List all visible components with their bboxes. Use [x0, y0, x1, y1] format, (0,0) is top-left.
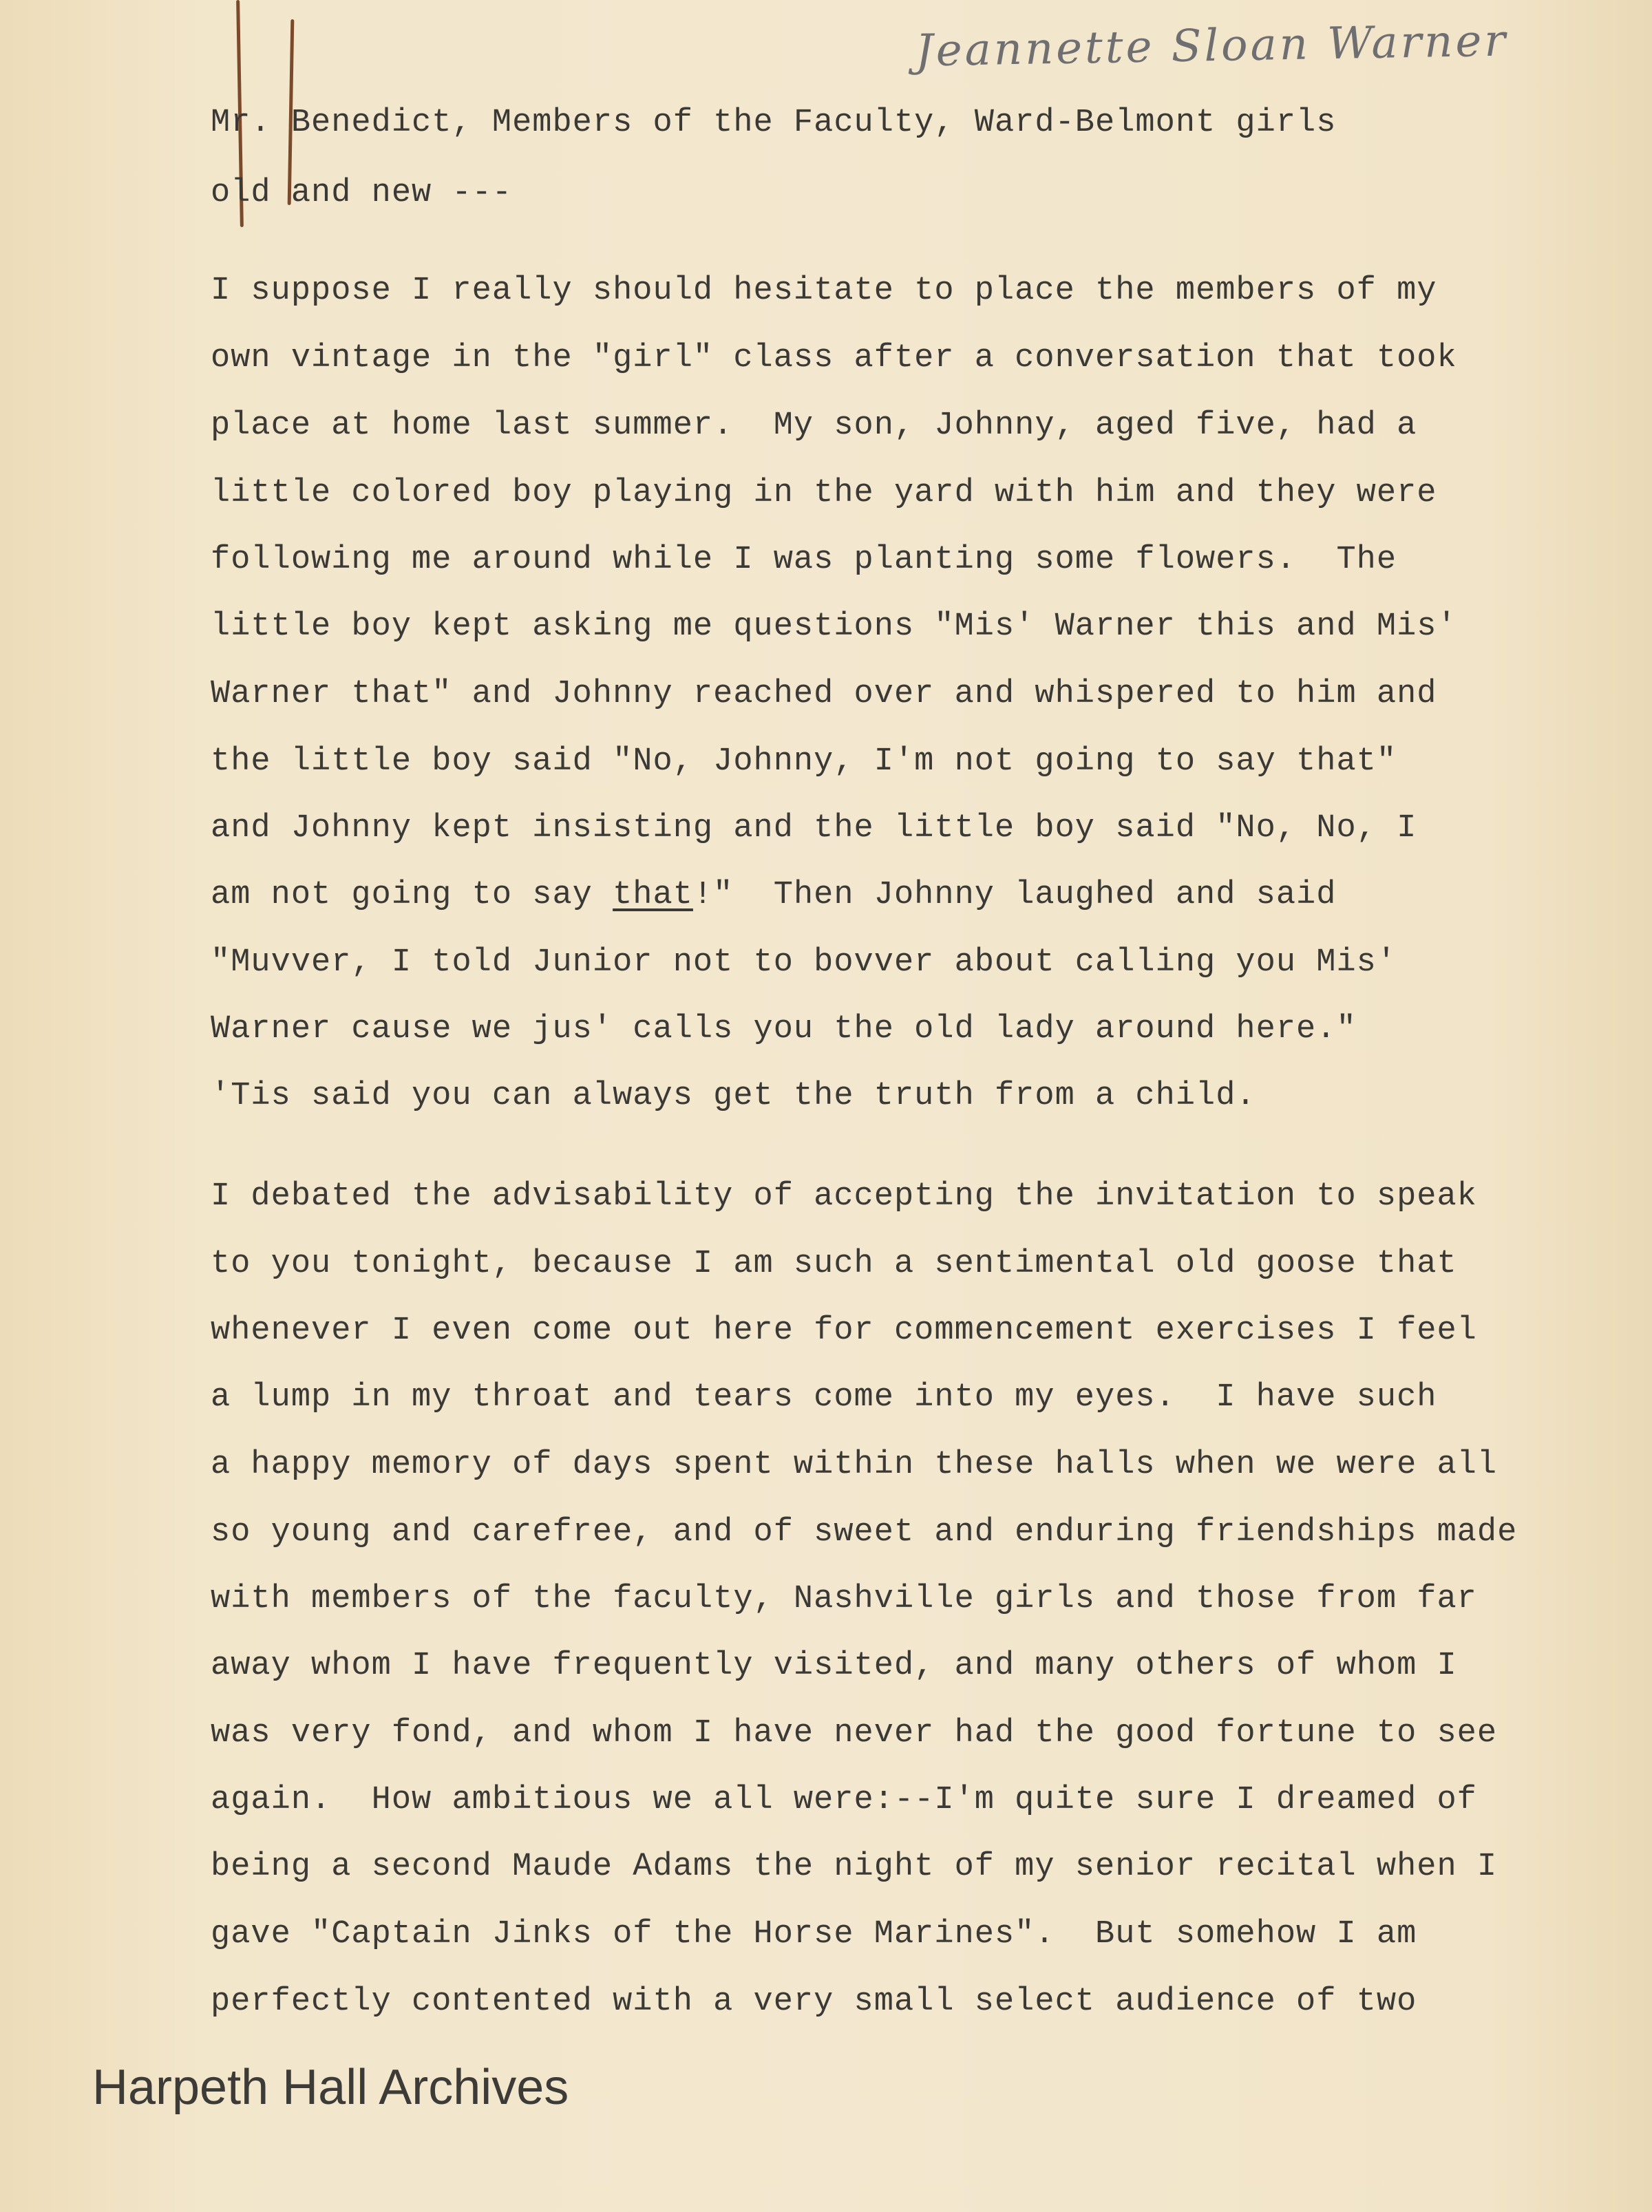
paragraph-2-line: to you tonight, because I am such a sentimental old goose that: [211, 1246, 1457, 1282]
paragraph-1-line: Warner that" and Johnny reached over and whispered to him and: [211, 676, 1437, 712]
paragraph-1-line: 'Tis said you can always get the truth from a child.: [211, 1078, 1256, 1114]
paragraph-1-line: [211, 877, 1336, 913]
paragraph-2-line: I debated the advisability of accepting the invitation to speak: [211, 1178, 1477, 1215]
paragraph-1-line: little boy kept asking me questions "Mis' Warner this and Mis': [211, 608, 1457, 645]
paragraph-2-line: so young and carefree, and of sweet and enduring friendships made: [211, 1514, 1518, 1551]
paragraph-2-line: with members of the faculty, Nashville girls and those from far: [211, 1581, 1477, 1617]
paragraph-1-line: following me around while I was planting some flowers. The: [211, 542, 1397, 578]
paragraph-1-line: own vintage in the "girl" class after a conversation that took: [211, 340, 1457, 376]
paragraph-2-line: away whom I have frequently visited, and many others of whom I: [211, 1648, 1457, 1684]
paragraph-1-line: little colored boy playing in the yard with him and they were: [211, 475, 1437, 511]
archive-watermark: Harpeth Hall Archives: [92, 2060, 569, 2115]
underlined-word: that: [613, 877, 693, 913]
paragraph-2-line: again. How ambitious we all were:--I'm quite sure I dreamed of: [211, 1782, 1477, 1818]
paragraph-2-line: was very fond, and whom I have never had the good fortune to see: [211, 1715, 1498, 1752]
line-text: !" Then Johnny laughed and said: [692, 877, 1337, 913]
paragraph-1-line: the little boy said "No, Johnny, I'm not going to say that": [211, 743, 1397, 780]
paragraph-1-line: I suppose I really should hesitate to place the members of my: [211, 273, 1437, 309]
salutation-line: old and new ---: [211, 175, 513, 211]
paragraph-2-line: a lump in my throat and tears come into my eyes. I have such: [211, 1379, 1437, 1416]
paragraph-1-line: place at home last summer. My son, Johnny, aged five, had a: [211, 407, 1417, 444]
line-text: am not going to say: [211, 877, 613, 913]
paragraph-2-line: a happy memory of days spent within these halls when we were all: [211, 1447, 1498, 1483]
paragraph-1-line: and Johnny kept insisting and the little boy said "No, No, I: [211, 810, 1417, 847]
paragraph-2-line: gave "Captain Jinks of the Horse Marines". But somehow I am: [211, 1916, 1417, 1953]
paragraph-2-line: perfectly contented with a very small select audience of two: [211, 1984, 1417, 2020]
paragraph-1-line: "Muvver, I told Junior not to bovver about calling you Mis': [211, 944, 1397, 981]
paragraph-2-line: whenever I even come out here for commencement exercises I feel: [211, 1312, 1477, 1349]
paragraph-2-line: being a second Maude Adams the night of my senior recital when I: [211, 1849, 1498, 1885]
handwritten-signature: Jeannette Sloan Warner: [915, 15, 1509, 77]
paragraph-1-line: Warner cause we jus' calls you the old lady around here.": [211, 1011, 1357, 1047]
salutation-line: Mr. Benedict, Members of the Faculty, Ward-Belmont girls: [211, 105, 1337, 141]
